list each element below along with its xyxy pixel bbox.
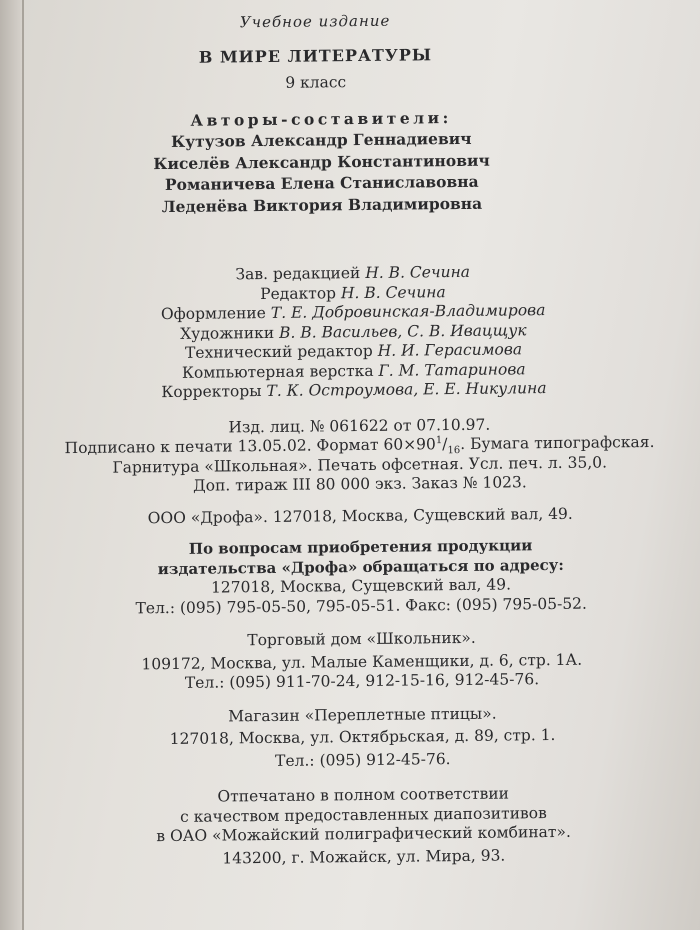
run-line: Доп. тираж III 80 000 экз. Заказ № 1023. [193, 473, 527, 495]
credit-role: Оформление [160, 304, 266, 324]
printer-line1: Отпечатано в полном соответствии [217, 784, 510, 806]
inquiries-block [36, 535, 687, 620]
signed-line: Подписано к печати 13.05.02. Формат $60\times 90^1/_{16}$. Бумага типографская. [64, 432, 655, 458]
credit-role: Художники [180, 323, 275, 343]
author-name: Кутузов Александр Геннадиевич [170, 128, 472, 151]
credit-role: Технический редактор [184, 341, 373, 362]
printer-line3: в ОАО «Можайский полиграфический комбинат». [156, 822, 571, 846]
printer-line2: с качеством предоставленных диапозитивов [179, 803, 547, 826]
printer-line4: 143200, г. Можайск, ул. Мира, 93. [222, 846, 506, 867]
credit-role: Редактор [260, 283, 337, 303]
credits-block [23, 261, 684, 404]
shop-phones: Тел.: (095) 912-45-76. [274, 749, 451, 770]
credit-name: Т. К. Остроумова, Е. Е. Никулина [266, 379, 547, 400]
trading-house-phones: Тел.: (095) 911-70-24, 912-15-16, 912-45-76. [184, 670, 540, 692]
credit-name: Н. В. Сечина [340, 282, 446, 302]
shop-block [37, 702, 688, 773]
format-sub: 16 [447, 445, 461, 457]
credit-name: В. В. Васильев, С. В. Ивацщук [278, 320, 527, 342]
credit-name: Г. М. Татаринова [378, 359, 526, 380]
shop-address: 127018, Москва, ул. Октябрьская, д. 89, стр. 1. [169, 725, 556, 749]
trading-house-block [36, 627, 687, 695]
trading-house-address: 109172, Москва, ул. Малые Каменщики, д. 6, стр. 1А. [141, 650, 583, 673]
print-info-block [34, 413, 685, 498]
imprint-content [40, 9, 689, 871]
inquiries-line1: По вопросам приобретения продукции [188, 536, 533, 558]
credit-name: Н. В. Сечина [365, 262, 471, 282]
grade: 9 класс [285, 73, 347, 92]
inquiries-address: 127018, Москва, Сущевский вал, 49. [210, 575, 512, 597]
author-name: Романичева Елена Станиславовна [164, 171, 479, 195]
book-title: В МИРЕ ЛИТЕРАТУРЫ [198, 44, 433, 67]
signed-prefix: Подписано к печати 13.05.02. Формат 60×90 [64, 435, 436, 458]
inquiries-phones: Тел.: (095) 795-05-50, 795-05-51. Факс: (095) 795-05-52. [135, 594, 588, 617]
authors-heading: Авторы-составители: [190, 107, 452, 130]
credit-name: Н. И. Герасимова [377, 340, 523, 360]
signed-suffix: . Бумага типографская. [460, 432, 655, 453]
inquiries-line2: издательства «Дрофа» обращаться по адресу: [157, 555, 564, 578]
format-sup: 1 [435, 435, 443, 447]
author-name: Киселёв Александр Константинович [153, 150, 490, 173]
font-line: Гарнитура «Школьная». Печать офсетная. Усл. печ. л. 35,0. [112, 452, 608, 477]
credit-name: Т. Е. Добровинская-Владимирова [270, 301, 546, 322]
shop-name: Магазин «Переплетные птицы». [228, 704, 497, 725]
publisher-line: ООО «Дрофа». 127018, Москва, Сущевский вал, 49. [147, 504, 573, 527]
credit-role: Корректоры [161, 382, 262, 402]
authors-block [0, 105, 682, 218]
printer-block [38, 783, 689, 871]
credit-role: Зав. редакцией [235, 264, 361, 284]
trading-house-name: Торговый дом «Школьник». [247, 628, 476, 650]
edition-type: Учебное издание [239, 11, 391, 32]
credit-role: Компьютерная верстка [181, 361, 374, 382]
author-name: Леденёва Виктория Владимировна [161, 193, 483, 216]
license-line: Изд. лиц. № 061622 от 07.10.97. [228, 415, 491, 436]
